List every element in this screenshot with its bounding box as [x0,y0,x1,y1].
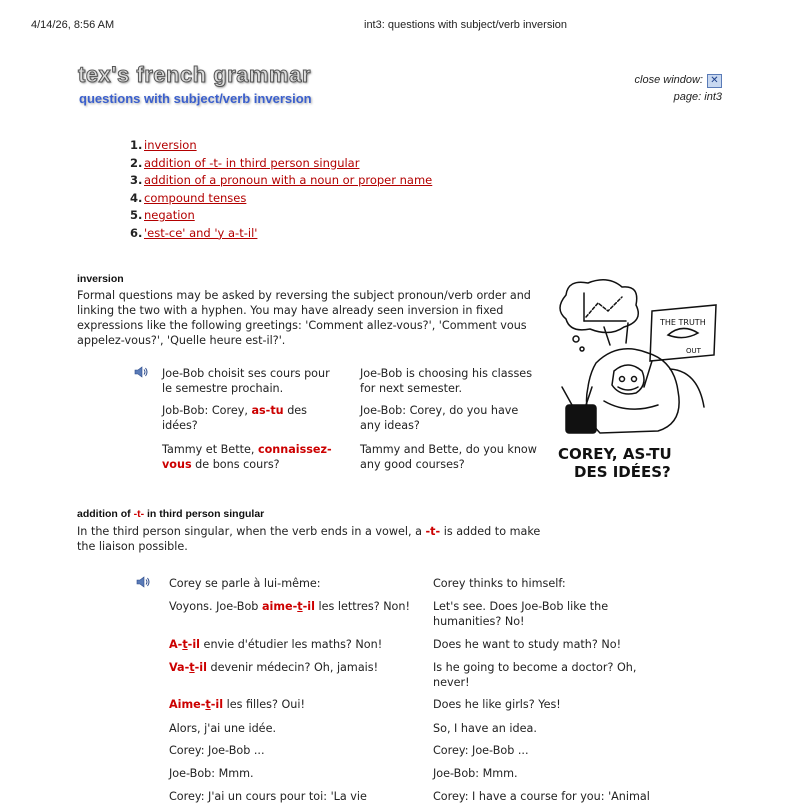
text-fragment: les lettres? Non! [314,600,410,613]
toc-link-est-ce-y-a-t-il[interactable]: 'est-ce' and 'y a-t-il' [144,225,258,240]
example-fr-line: idées? [162,419,198,432]
dialogue-fr [169,697,305,712]
highlighted-verb [169,638,200,651]
toc-number: 6. [130,225,143,240]
dialogue-en-line: Let's see. Does Joe-Bob like the [433,600,609,613]
text-fragment: de bons cours? [191,458,280,471]
section-title-addition-of-t [77,508,264,520]
text-fragment: In the third person singular, when the verb ends in a vowel, a [77,525,426,538]
verb-part: A- [169,638,183,651]
text-fragment: devenir médecin? Oh, jamais! [206,661,379,674]
toc-number: 2. [130,155,143,170]
verb-part: Aime- [169,698,206,711]
toc-item [130,225,432,243]
example-en-line: any ideas? [360,419,420,432]
toc-link-compound-tenses[interactable]: compound tenses [144,190,247,205]
toc-number: 5. [130,208,143,222]
highlighted-verb [262,600,315,613]
example-en-line: any good courses? [360,458,465,471]
toc-link-pronoun-with-noun[interactable]: addition of a pronoun with a noun or proper name [144,173,433,187]
dialogue-en: Does he like girls? Yes! [433,698,561,711]
highlighted-verb: connaissez- [257,443,332,456]
verb-part: -il [187,638,200,651]
verb-part: -il [302,600,315,613]
example-fr [162,366,342,396]
toc-link-addition-of-t[interactable]: addition of -t- in third person singular [144,155,360,170]
print-date: 4/14/26, 8:56 AM [31,19,115,31]
highlighted-verb: as-tu [251,404,284,417]
page-subtitle: questions with subject/verb inversion [79,91,312,106]
page-id-label: page: int3 [673,91,722,103]
paragraph-line [77,524,547,539]
verb-t: t [189,661,195,674]
example-fr-line [162,442,342,457]
dialogue-en: Joe-Bob: Mmm. [433,767,518,780]
verb-part: aime- [261,600,298,613]
example-fr-line: le semestre prochain. [162,382,284,395]
dialogue-fr: Corey: J'ai un cours pour toi: 'La vie [169,790,367,803]
example-en [360,442,545,472]
inversion-paragraph [77,288,537,348]
toc-item [130,207,432,225]
highlighted-verb [169,698,223,711]
toc-number: 1. [130,138,143,152]
example-en-line: for next semester. [360,382,462,395]
toc-item [130,137,432,155]
example-en [360,403,545,433]
paragraph-line: appelez-vous?', 'Quelle heure est-il?'. [77,334,286,347]
dialogue-en: Corey thinks to himself: [433,577,566,590]
example-fr-line [162,457,342,472]
window-controls [635,72,722,106]
example-fr-line [162,403,342,418]
paragraph-line: Formal questions may be asked by reversing the subject pronoun/verb order and [77,289,531,302]
section-title-inversion: inversion [77,273,124,285]
verb-part: Va- [169,661,190,674]
toc-link-inversion[interactable]: inversion [144,138,197,152]
dialogue-en [433,660,643,690]
text-fragment: envie d'étudier les maths? Non! [200,638,383,651]
dialogue-en-line: Is he going to become a doctor? Oh, [433,661,637,674]
text-fragment: des [283,404,308,417]
verb-part: -il [194,661,207,674]
toc-item [130,190,432,208]
text-fragment: les filles? Oui! [223,698,305,711]
speaker-icon[interactable] [134,366,148,378]
dialogue-en: So, I have an idea. [433,722,537,735]
highlighted-t: -t- [425,525,441,538]
dialogue-fr: Corey se parle à lui-même: [169,577,321,590]
dialogue-en: Does he want to study math? No! [433,638,622,651]
close-window-label: close window: [634,74,703,86]
dialogue-fr: Alors, j'ai une idée. [169,722,277,735]
addition-of-t-paragraph [77,524,547,554]
verb-part: -il [210,698,224,711]
verb-t: t [182,638,188,651]
title-fragment: addition of [77,508,134,520]
example-fr [162,442,342,472]
table-of-contents [130,137,432,242]
dialogue-en [433,599,643,629]
paragraph-line: linking the two with a hyphen. You may have already seen inversion in fixed [77,304,504,317]
cartoon-caption-line1: COREY, AS-TU [558,445,672,463]
toc-item [130,155,432,173]
dialogue-fr: Corey: Joe-Bob ... [169,744,265,757]
verb-t: t [297,600,303,613]
toc-link-negation[interactable]: negation [144,208,195,222]
close-x-icon[interactable]: ✕ [707,74,722,88]
dialogue-fr [169,599,410,614]
text-fragment: Voyons. Joe-Bob [169,600,262,613]
example-fr [162,403,342,433]
cartoon-sign-text: THE TRUTH [660,318,706,327]
print-page-title: int3: questions with subject/verb inversion [364,19,567,31]
paragraph-line: the liaison possible. [77,540,188,553]
dialogue-en-line: humanities? No! [433,615,525,628]
verb-t: t [205,698,211,711]
example-en-line: Joe-Bob is choosing his classes [360,367,533,380]
example-en [360,366,545,396]
text-fragment: Tammy et Bette, [162,443,258,456]
cartoon-caption-line2: DES IDÉES? [574,463,671,480]
toc-item [130,172,432,190]
title-fragment: in third person singular [144,508,265,520]
site-logo[interactable]: tex's french grammar [78,62,311,87]
dialogue-fr: Joe-Bob: Mmm. [169,767,254,780]
dialogue-en-line: never! [433,676,470,689]
speaker-icon[interactable] [136,576,150,588]
dialogue-en: Corey: I have a course for you: 'Animal [433,790,650,803]
title-highlight: -t- [133,508,145,520]
paragraph-line: expressions like the following greetings: 'Comment allez-vous?', 'Comment vous [77,319,527,332]
example-fr-line: Joe-Bob choisit ses cours pour [162,367,330,380]
dialogue-fr [169,660,378,675]
dialogue-fr [169,637,382,652]
highlighted-verb [169,661,207,674]
example-en-line: Tammy and Bette, do you know [360,443,537,456]
toc-number: 4. [130,190,143,205]
example-en-line: Joe-Bob: Corey, do you have [360,404,519,417]
highlighted-verb: vous [162,458,192,471]
text-fragment: Job-Bob: Corey, [162,404,252,417]
dialogue-en: Corey: Joe-Bob ... [433,744,529,757]
cartoon-sign-text2: OUT [686,347,701,355]
toc-number: 3. [130,173,143,187]
cartoon-illustration [548,275,720,480]
text-fragment: is added to make [440,525,541,538]
